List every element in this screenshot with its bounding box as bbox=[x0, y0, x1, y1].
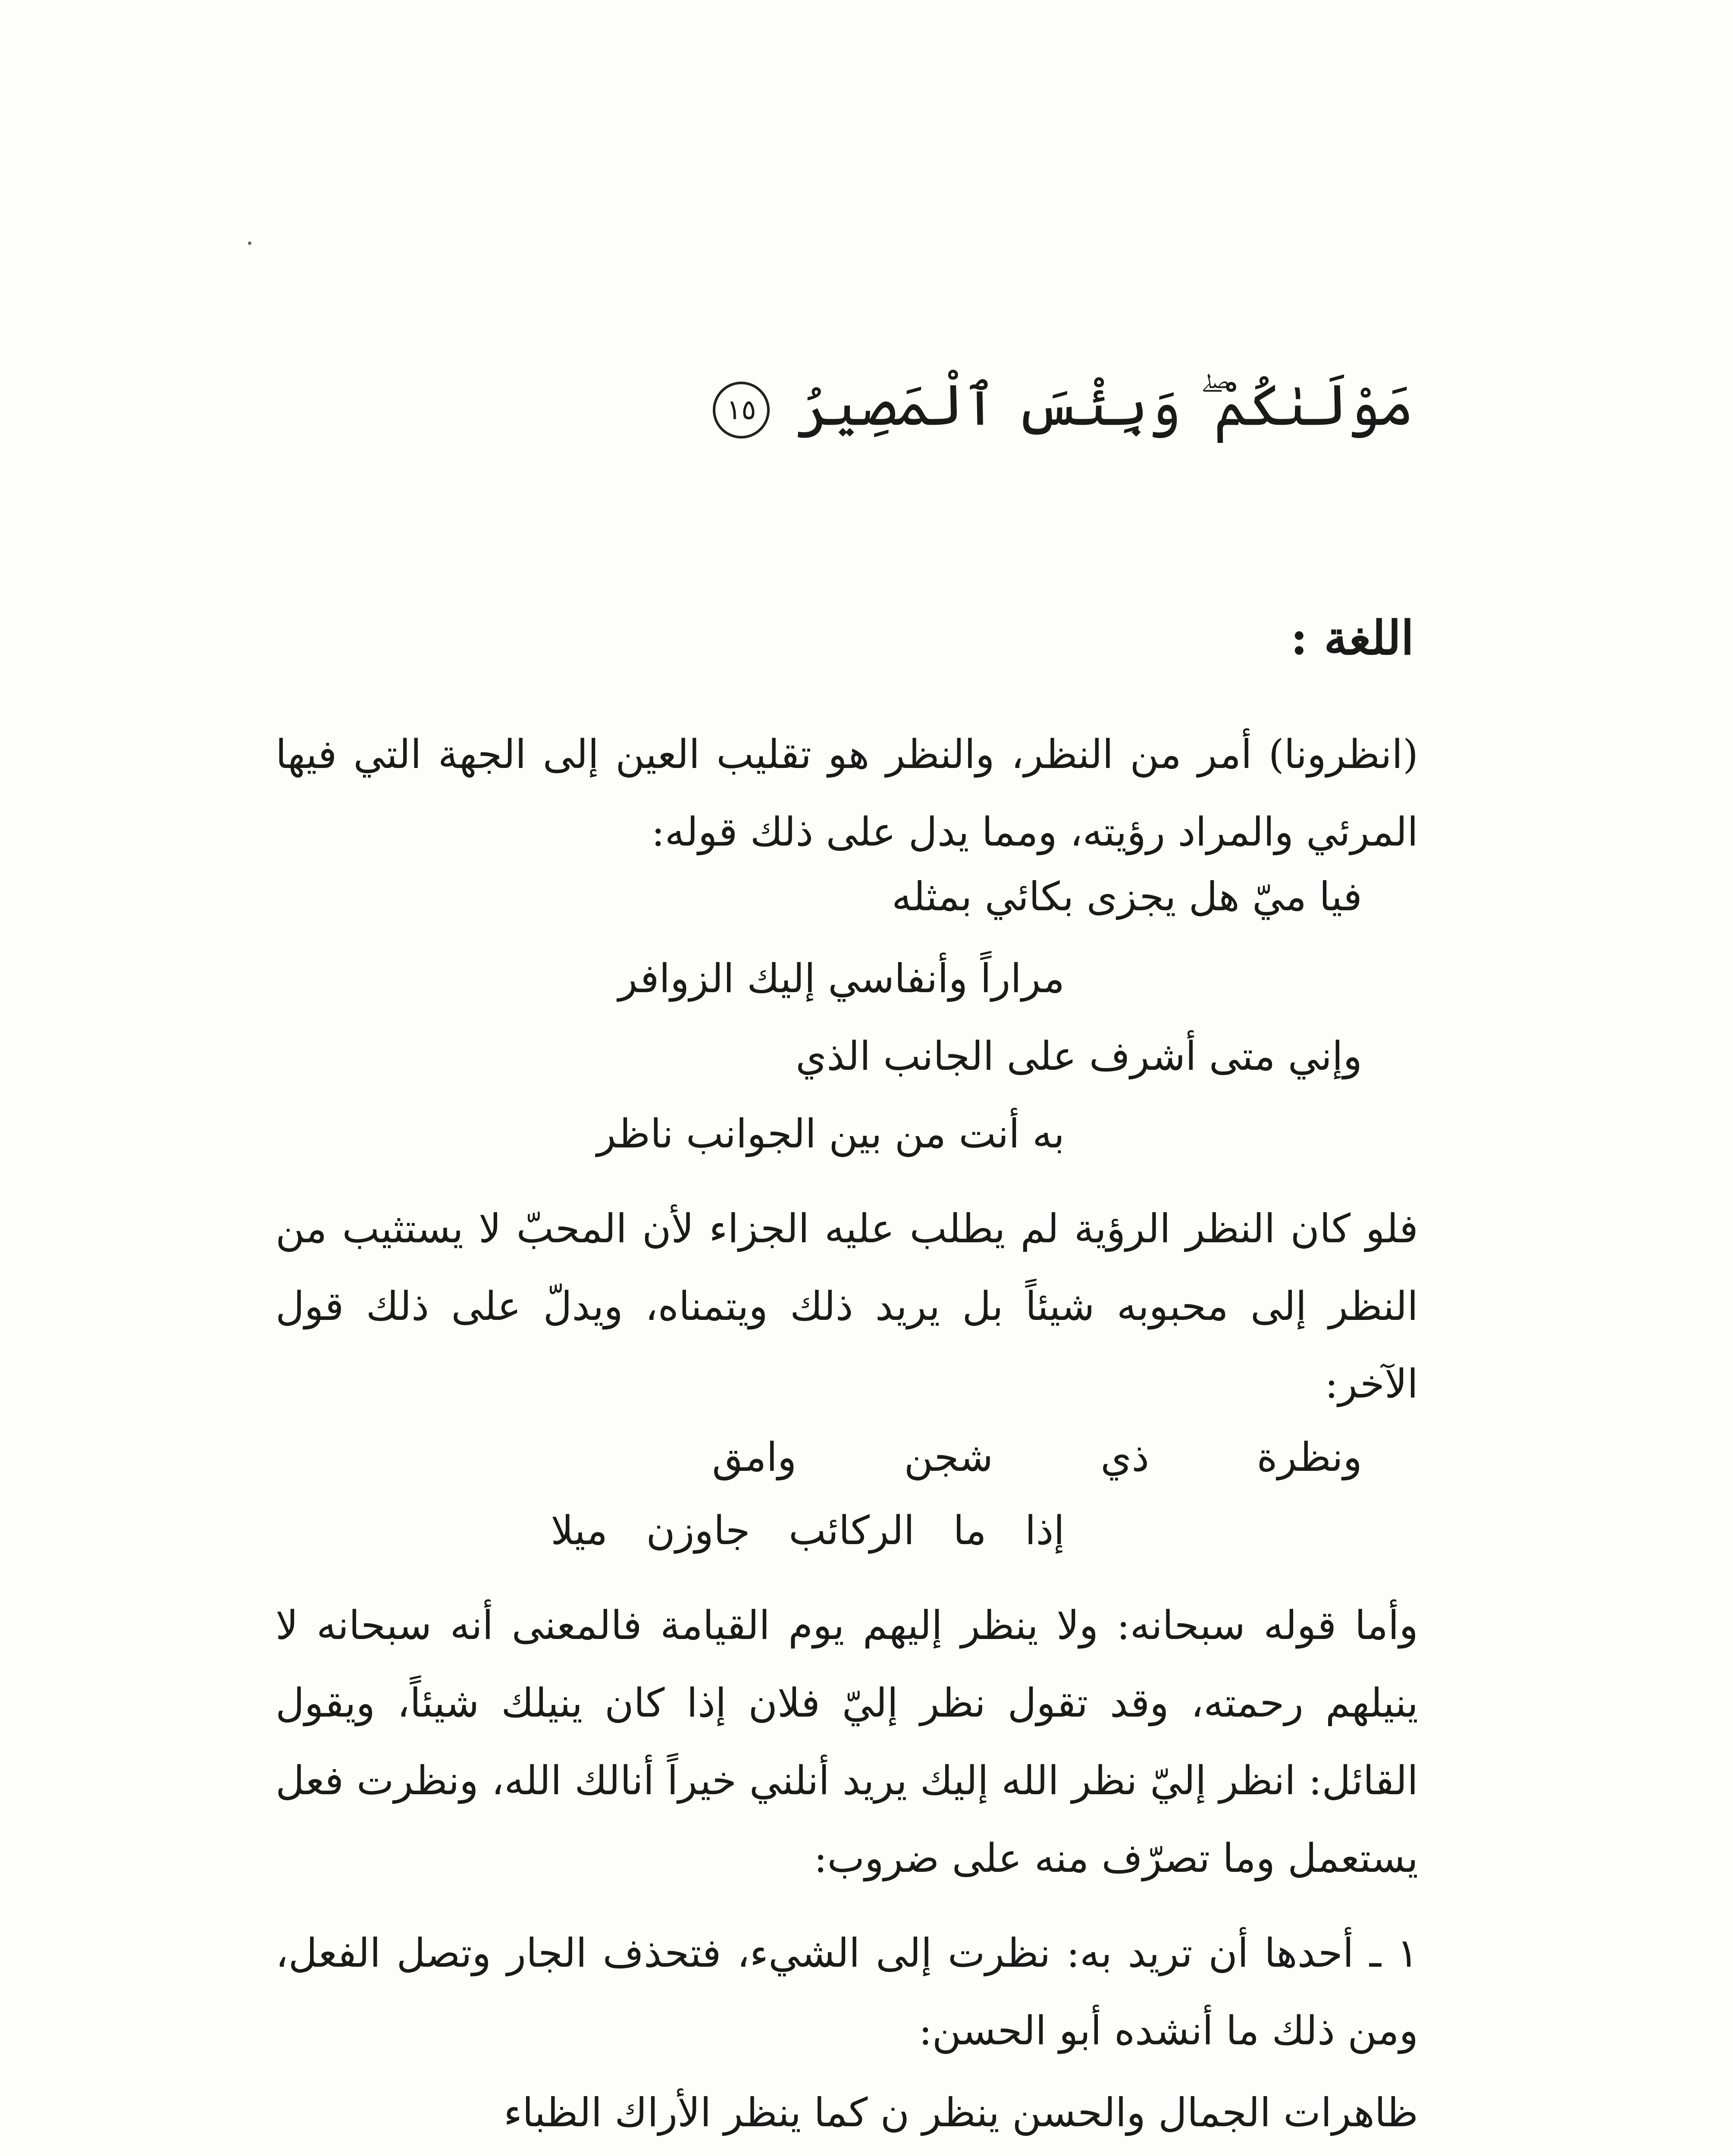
poem1-line-2: مراراً وأنفاسي إليك الزوافر bbox=[618, 956, 1065, 1002]
paragraph-2: فلو كان النظر الرؤية لم يطلب عليه الجزاء لأن المحبّ لا يستثيب من النظر إلى محبوبه شيئاً بل يريد ذلك ويتمناه، ويدلّ على ذلك قول الآخر: bbox=[276, 1206, 1418, 1407]
verse-number: ١٥ bbox=[713, 382, 770, 439]
section-heading: اللغة : bbox=[1290, 611, 1414, 665]
paragraph-3: وأما قوله سبحانه: ولا ينظر إليهم يوم القيامة فالمعنى أنه سبحانه لا ينيلهم رحمته، وقد تقول نظر إليّ فلان إذا كان ينيلك شيئاً، ويقول القائل: انظر إليّ نظر الله إليك يريد أنلني خيراً أنالك الله، ونظرت فعل يستعمل وما تصرّف منه على ضروب: bbox=[276, 1602, 1418, 1881]
quran-verse bbox=[726, 358, 1414, 453]
poem2-line-1: ونظرة ذي شجن وامق bbox=[712, 1434, 1362, 1480]
poem1-line-3: وإني متى أشرف على الجانب الذي bbox=[796, 1033, 1362, 1079]
poem1-line-1: فيا ميّ هل يجزى بكائي بمثله bbox=[892, 874, 1362, 920]
paragraph-4: ١ ـ أحدها أن تريد به: نظرت إلى الشيء، فتحذف الجار وتصل الفعل، ومن ذلك ما أنشده أبو الحسن: bbox=[276, 1930, 1418, 2054]
paragraph-5: ظاهرات الجمال والحسن ينظر ن كما ينظر الأراك الظباء bbox=[504, 2090, 1418, 2136]
poem2-line-2: إذا ما الركائب جاوزن ميلا bbox=[551, 1507, 1065, 1554]
paragraph-1: (انظرونا) أمر من النظر، والنظر هو تقليب العين إلى الجهة التي فيها المرئي والمراد رؤيته، ومما يدل على ذلك قوله: bbox=[276, 731, 1418, 855]
verse-text: مَوْلَىٰكُمْ ۖ وَبِئْسَ ٱلْمَصِيرُ bbox=[796, 372, 1414, 439]
scan-speck bbox=[248, 241, 251, 245]
poem1-line-4: به أنت من بين الجوانب ناظر bbox=[597, 1111, 1065, 1157]
